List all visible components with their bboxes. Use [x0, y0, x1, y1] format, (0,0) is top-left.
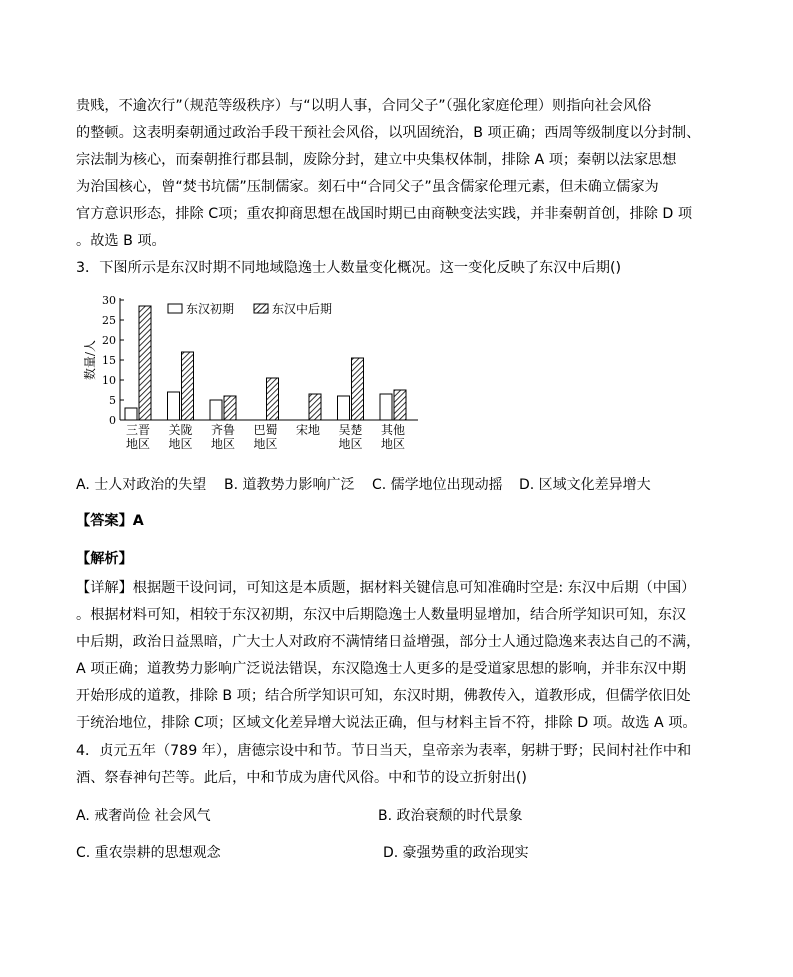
legend-label: 东汉初期 — [186, 302, 235, 316]
bar-early — [338, 396, 350, 420]
x-tick-label: 关陇 — [168, 423, 193, 437]
y-tick-label: 30 — [102, 294, 116, 307]
q3-option-a[interactable]: A. 士人对政治的失望 — [76, 477, 207, 493]
q3-answer: 【答案】A — [76, 513, 144, 529]
x-tick-label: 宋地 — [295, 423, 321, 437]
q3-analysis-line: 。根据材料可知，相较于东汉初期，东汉中后期隐逸士人数量明显增加，结合所学知识可知，东汉 — [76, 607, 687, 623]
q4-option-b[interactable]: B. 政治衰颓的时代景象 — [378, 808, 523, 824]
q3-analysis-line: 中后期，政治日益黑暗，广大士人对政府不满情绪日益增强，部分士人通过隐逸来表达自己的不满， — [76, 634, 701, 650]
x-tick-label: 地区 — [125, 437, 151, 451]
chart-axes — [82, 294, 418, 451]
x-tick-label: 地区 — [253, 437, 278, 451]
x-tick-label: 地区 — [338, 437, 363, 451]
x-tick-label: 地区 — [210, 437, 236, 451]
legend-swatch — [168, 304, 182, 313]
bar-late — [352, 358, 364, 420]
y-tick-label: 0 — [109, 414, 116, 427]
prev-explanation-line: 的整顿。这表明秦朝通过政治手段干预社会风俗，以巩固统治，B 项正确；西周等级制度以分封制、 — [76, 125, 701, 141]
q4-option-d[interactable]: D. 豪强势重的政治现实 — [383, 845, 529, 861]
bar-late — [182, 352, 194, 420]
x-tick-label: 三晋 — [125, 423, 151, 437]
x-tick-label: 地区 — [168, 437, 193, 451]
y-tick-label: 5 — [109, 394, 116, 407]
chart-legend — [168, 301, 332, 316]
x-tick-label: 齐鲁 — [210, 423, 236, 437]
legend-label: 东汉中后期 — [272, 302, 333, 316]
y-tick-label: 20 — [102, 334, 116, 347]
bar-late — [267, 378, 279, 420]
y-tick-label: 10 — [102, 374, 116, 387]
bar-early — [210, 400, 222, 420]
q3-analysis-line: 【详解】根据题干设问词，可知这是本质题，据材料关键信息可知准确时空是: 东汉中后期（中国） — [76, 580, 696, 596]
x-tick-label: 其他 — [380, 423, 406, 437]
bar-early — [168, 392, 180, 420]
q3-analysis-heading: 【解析】 — [76, 551, 133, 567]
y-axis-label: 数量/人 — [83, 339, 97, 381]
prev-explanation-line: 宗法制为核心，而秦朝推行郡县制，废除分封，建立中央集权体制，排除 A 项；秦朝以法家思想 — [76, 152, 677, 168]
x-tick-label: 巴蜀 — [253, 423, 278, 437]
q3-option-d[interactable]: D. 区域文化差异增大 — [519, 477, 651, 493]
prev-explanation-line: 。故选 B 项。 — [76, 233, 166, 249]
q4-option-c[interactable]: C. 重农崇耕的思想观念 — [76, 845, 221, 861]
bar-late — [224, 396, 236, 420]
q4-option-a[interactable]: A. 戒奢尚俭 社会风气 — [76, 808, 211, 824]
q3-analysis-line: 于统治地位，排除 C项；区域文化差异增大说法正确，但与材料主旨不符，排除 D 项。故选 A 项。 — [76, 715, 697, 731]
bar-late — [309, 394, 321, 420]
bar-early — [380, 394, 392, 420]
chart-bars — [125, 306, 406, 420]
q3-option-c[interactable]: C. 儒学地位出现动摇 — [372, 477, 503, 493]
y-tick-label: 15 — [102, 354, 116, 367]
x-tick-label: 地区 — [380, 437, 406, 451]
bar-late — [394, 390, 406, 420]
prev-explanation-line: 官方意识形态，排除 C项；重农抑商思想在战国时期已由商鞅变法实践，并非秦朝首创，排除 D 项 — [76, 206, 693, 222]
x-tick-label: 吴楚 — [338, 423, 363, 437]
bar-early — [125, 408, 137, 420]
question-4-stem: 酒、祭春神句芒等。此后，中和节成为唐代风俗。中和节的设立折射出() — [76, 770, 527, 786]
y-tick-label: 25 — [102, 314, 116, 327]
bar-chart — [76, 290, 446, 458]
prev-explanation-line: 为治国核心，曾“焚书坑儒”压制儒家。刻石中“合同父子”虽含儒家伦理元素，但未确立儒家为 — [76, 179, 659, 195]
prev-explanation-line: 贵贱，不逾次行”（规范等级秩序）与“以明人事，合同父子”（强化家庭伦理）则指向社会风俗 — [76, 98, 652, 114]
q3-analysis-line: 开始形成的道教，排除 B 项；结合所学知识可知，东汉时期，佛教传入，道教形成，但儒学依旧处 — [76, 688, 691, 704]
q3-option-b[interactable]: B. 道教势力影响广泛 — [224, 477, 355, 493]
bar-late — [139, 306, 151, 420]
legend-swatch — [254, 304, 268, 313]
q3-analysis-line: A 项正确；道教势力影响广泛说法错误，东汉隐逸士人更多的是受道家思想的影响，并非东汉中期 — [76, 661, 687, 677]
question-4-stem: 4．贞元五年（789 年），唐德宗设中和节。节日当天，皇帝亲为表率，躬耕于野；民间村社作中和 — [76, 743, 692, 759]
question-3-stem: 3．下图所示是东汉时期不同地域隐逸士人数量变化概况。这一变化反映了东汉中后期() — [76, 260, 622, 276]
